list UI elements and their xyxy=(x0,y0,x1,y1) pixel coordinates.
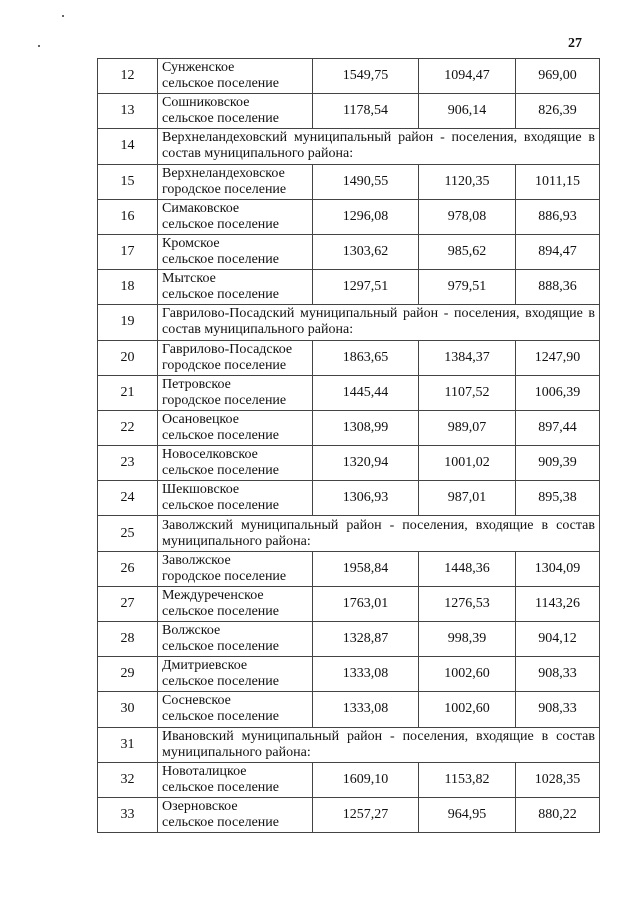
row-number: 27 xyxy=(98,586,158,621)
settlement-name-line1: Сосневское xyxy=(162,693,231,709)
table-row xyxy=(98,94,600,129)
table-row xyxy=(98,410,600,445)
row-number: 14 xyxy=(98,129,158,164)
district-heading: Верхнеландеховский муниципальный район - поселения, входящие в состав муниципального района: xyxy=(158,129,600,164)
value-3: 1006,39 xyxy=(516,375,600,410)
row-number: 13 xyxy=(98,94,158,129)
settlement-type: сельское поселение xyxy=(162,427,279,443)
section-row xyxy=(98,727,600,762)
settlement-type: сельское поселение xyxy=(162,498,279,514)
settlement-name xyxy=(158,551,313,586)
table-row xyxy=(98,59,600,94)
section-row xyxy=(98,516,600,551)
settlement-name xyxy=(158,410,313,445)
settlement-name xyxy=(158,59,313,94)
row-number: 28 xyxy=(98,622,158,657)
value-2: 1001,02 xyxy=(419,446,516,481)
value-3: 1247,90 xyxy=(516,340,600,375)
row-number: 32 xyxy=(98,762,158,797)
table-row xyxy=(98,622,600,657)
value-2: 1276,53 xyxy=(419,586,516,621)
table-row xyxy=(98,586,600,621)
value-3: 969,00 xyxy=(516,59,600,94)
value-1: 1328,87 xyxy=(313,622,419,657)
settlement-name xyxy=(158,234,313,269)
settlement-name xyxy=(158,270,313,305)
value-3: 1011,15 xyxy=(516,164,600,199)
settlement-name xyxy=(158,340,313,375)
value-3: 909,39 xyxy=(516,446,600,481)
row-number: 21 xyxy=(98,375,158,410)
value-2: 964,95 xyxy=(419,797,516,832)
scan-speck xyxy=(62,15,64,17)
value-1: 1257,27 xyxy=(313,797,419,832)
value-3: 894,47 xyxy=(516,234,600,269)
row-number: 20 xyxy=(98,340,158,375)
value-1: 1178,54 xyxy=(313,94,419,129)
settlement-name-line1: Шекшовское xyxy=(162,482,240,498)
value-2: 1120,35 xyxy=(419,164,516,199)
settlement-name xyxy=(158,692,313,727)
row-number: 29 xyxy=(98,657,158,692)
row-number: 16 xyxy=(98,199,158,234)
value-2: 989,07 xyxy=(419,410,516,445)
settlement-type: сельское поселение xyxy=(162,111,279,127)
scan-speck xyxy=(38,45,40,47)
settlement-name-line1: Озерновское xyxy=(162,799,238,815)
value-2: 1002,60 xyxy=(419,692,516,727)
settlement-name-line1: Кромское xyxy=(162,236,220,252)
settlement-name-line1: Новоталицкое xyxy=(162,763,247,779)
settlement-name xyxy=(158,797,313,832)
value-3: 908,33 xyxy=(516,692,600,727)
table-row xyxy=(98,340,600,375)
value-1: 1333,08 xyxy=(313,657,419,692)
settlement-name-line1: Петровское xyxy=(162,376,231,392)
settlement-type: городское поселение xyxy=(162,357,287,373)
district-heading: Ивановский муниципальный район - поселения, входящие в состав муниципального района: xyxy=(158,727,600,762)
value-3: 1143,26 xyxy=(516,586,600,621)
value-1: 1958,84 xyxy=(313,551,419,586)
page-number: 27 xyxy=(568,36,582,51)
value-2: 978,08 xyxy=(419,199,516,234)
value-1: 1763,01 xyxy=(313,586,419,621)
table-row xyxy=(98,234,600,269)
settlement-name xyxy=(158,164,313,199)
tariff-table xyxy=(97,58,600,833)
value-1: 1445,44 xyxy=(313,375,419,410)
value-3: 1028,35 xyxy=(516,762,600,797)
table-row xyxy=(98,481,600,516)
row-number: 24 xyxy=(98,481,158,516)
table-row xyxy=(98,762,600,797)
settlement-name-line1: Гаврилово-Посадское xyxy=(162,341,293,357)
settlement-type: сельское поселение xyxy=(162,603,279,619)
settlement-type: городское поселение xyxy=(162,392,287,408)
table-row xyxy=(98,797,600,832)
settlement-type: сельское поселение xyxy=(162,815,279,831)
settlement-name xyxy=(158,586,313,621)
section-row xyxy=(98,305,600,340)
table-row xyxy=(98,375,600,410)
value-2: 1002,60 xyxy=(419,657,516,692)
value-3: 897,44 xyxy=(516,410,600,445)
row-number: 12 xyxy=(98,59,158,94)
value-2: 1107,52 xyxy=(419,375,516,410)
table-row xyxy=(98,692,600,727)
settlement-type: сельское поселение xyxy=(162,709,279,725)
settlement-type: сельское поселение xyxy=(162,463,279,479)
settlement-name-line1: Мытское xyxy=(162,271,216,287)
value-1: 1308,99 xyxy=(313,410,419,445)
row-number: 30 xyxy=(98,692,158,727)
section-row xyxy=(98,129,600,164)
settlement-type: городское поселение xyxy=(162,181,287,197)
value-2: 987,01 xyxy=(419,481,516,516)
row-number: 23 xyxy=(98,446,158,481)
settlement-type: сельское поселение xyxy=(162,252,279,268)
row-number: 31 xyxy=(98,727,158,762)
settlement-type: сельское поселение xyxy=(162,287,279,303)
table-row xyxy=(98,164,600,199)
value-3: 908,33 xyxy=(516,657,600,692)
value-3: 895,38 xyxy=(516,481,600,516)
value-1: 1296,08 xyxy=(313,199,419,234)
settlement-name xyxy=(158,446,313,481)
table-row xyxy=(98,551,600,586)
table-row xyxy=(98,270,600,305)
value-3: 1304,09 xyxy=(516,551,600,586)
district-heading: Гаврилово-Посадский муниципальный район - поселения, входящие в состав муниципального района: xyxy=(158,305,600,340)
settlement-name xyxy=(158,199,313,234)
settlement-type: сельское поселение xyxy=(162,216,279,232)
value-1: 1333,08 xyxy=(313,692,419,727)
settlement-name xyxy=(158,762,313,797)
value-2: 979,51 xyxy=(419,270,516,305)
row-number: 17 xyxy=(98,234,158,269)
value-1: 1303,62 xyxy=(313,234,419,269)
settlement-name xyxy=(158,94,313,129)
value-3: 826,39 xyxy=(516,94,600,129)
settlement-name-line1: Заволжское xyxy=(162,552,231,568)
row-number: 26 xyxy=(98,551,158,586)
value-2: 1448,36 xyxy=(419,551,516,586)
value-2: 906,14 xyxy=(419,94,516,129)
value-1: 1549,75 xyxy=(313,59,419,94)
value-1: 1297,51 xyxy=(313,270,419,305)
value-1: 1609,10 xyxy=(313,762,419,797)
row-number: 19 xyxy=(98,305,158,340)
settlement-name-line1: Новоселковское xyxy=(162,447,258,463)
value-2: 1094,47 xyxy=(419,59,516,94)
value-1: 1490,55 xyxy=(313,164,419,199)
value-2: 985,62 xyxy=(419,234,516,269)
row-number: 33 xyxy=(98,797,158,832)
settlement-name xyxy=(158,375,313,410)
value-2: 1153,82 xyxy=(419,762,516,797)
row-number: 22 xyxy=(98,410,158,445)
row-number: 15 xyxy=(98,164,158,199)
value-1: 1863,65 xyxy=(313,340,419,375)
settlement-name-line1: Сунженское xyxy=(162,60,235,76)
settlement-name-line1: Дмитриевское xyxy=(162,658,248,674)
settlement-name-line1: Междуреченское xyxy=(162,587,264,603)
table-row xyxy=(98,657,600,692)
row-number: 18 xyxy=(98,270,158,305)
settlement-name xyxy=(158,622,313,657)
value-3: 886,93 xyxy=(516,199,600,234)
settlement-name-line1: Волжское xyxy=(162,623,221,639)
settlement-name xyxy=(158,657,313,692)
table-row xyxy=(98,446,600,481)
settlement-type: городское поселение xyxy=(162,568,287,584)
value-3: 904,12 xyxy=(516,622,600,657)
settlement-type: сельское поселение xyxy=(162,76,279,92)
district-heading: Заволжский муниципальный район - поселения, входящие в состав муниципального района: xyxy=(158,516,600,551)
row-number: 25 xyxy=(98,516,158,551)
value-1: 1306,93 xyxy=(313,481,419,516)
value-3: 888,36 xyxy=(516,270,600,305)
value-3: 880,22 xyxy=(516,797,600,832)
value-1: 1320,94 xyxy=(313,446,419,481)
settlement-name-line1: Осановецкое xyxy=(162,411,239,427)
table-row xyxy=(98,199,600,234)
settlement-type: сельское поселение xyxy=(162,779,279,795)
settlement-type: сельское поселение xyxy=(162,639,279,655)
settlement-name xyxy=(158,481,313,516)
value-2: 1384,37 xyxy=(419,340,516,375)
settlement-name-line1: Сошниковское xyxy=(162,95,250,111)
settlement-name-line1: Верхнеландеховское xyxy=(162,165,285,181)
settlement-type: сельское поселение xyxy=(162,674,279,690)
settlement-name-line1: Симаковское xyxy=(162,200,240,216)
value-2: 998,39 xyxy=(419,622,516,657)
